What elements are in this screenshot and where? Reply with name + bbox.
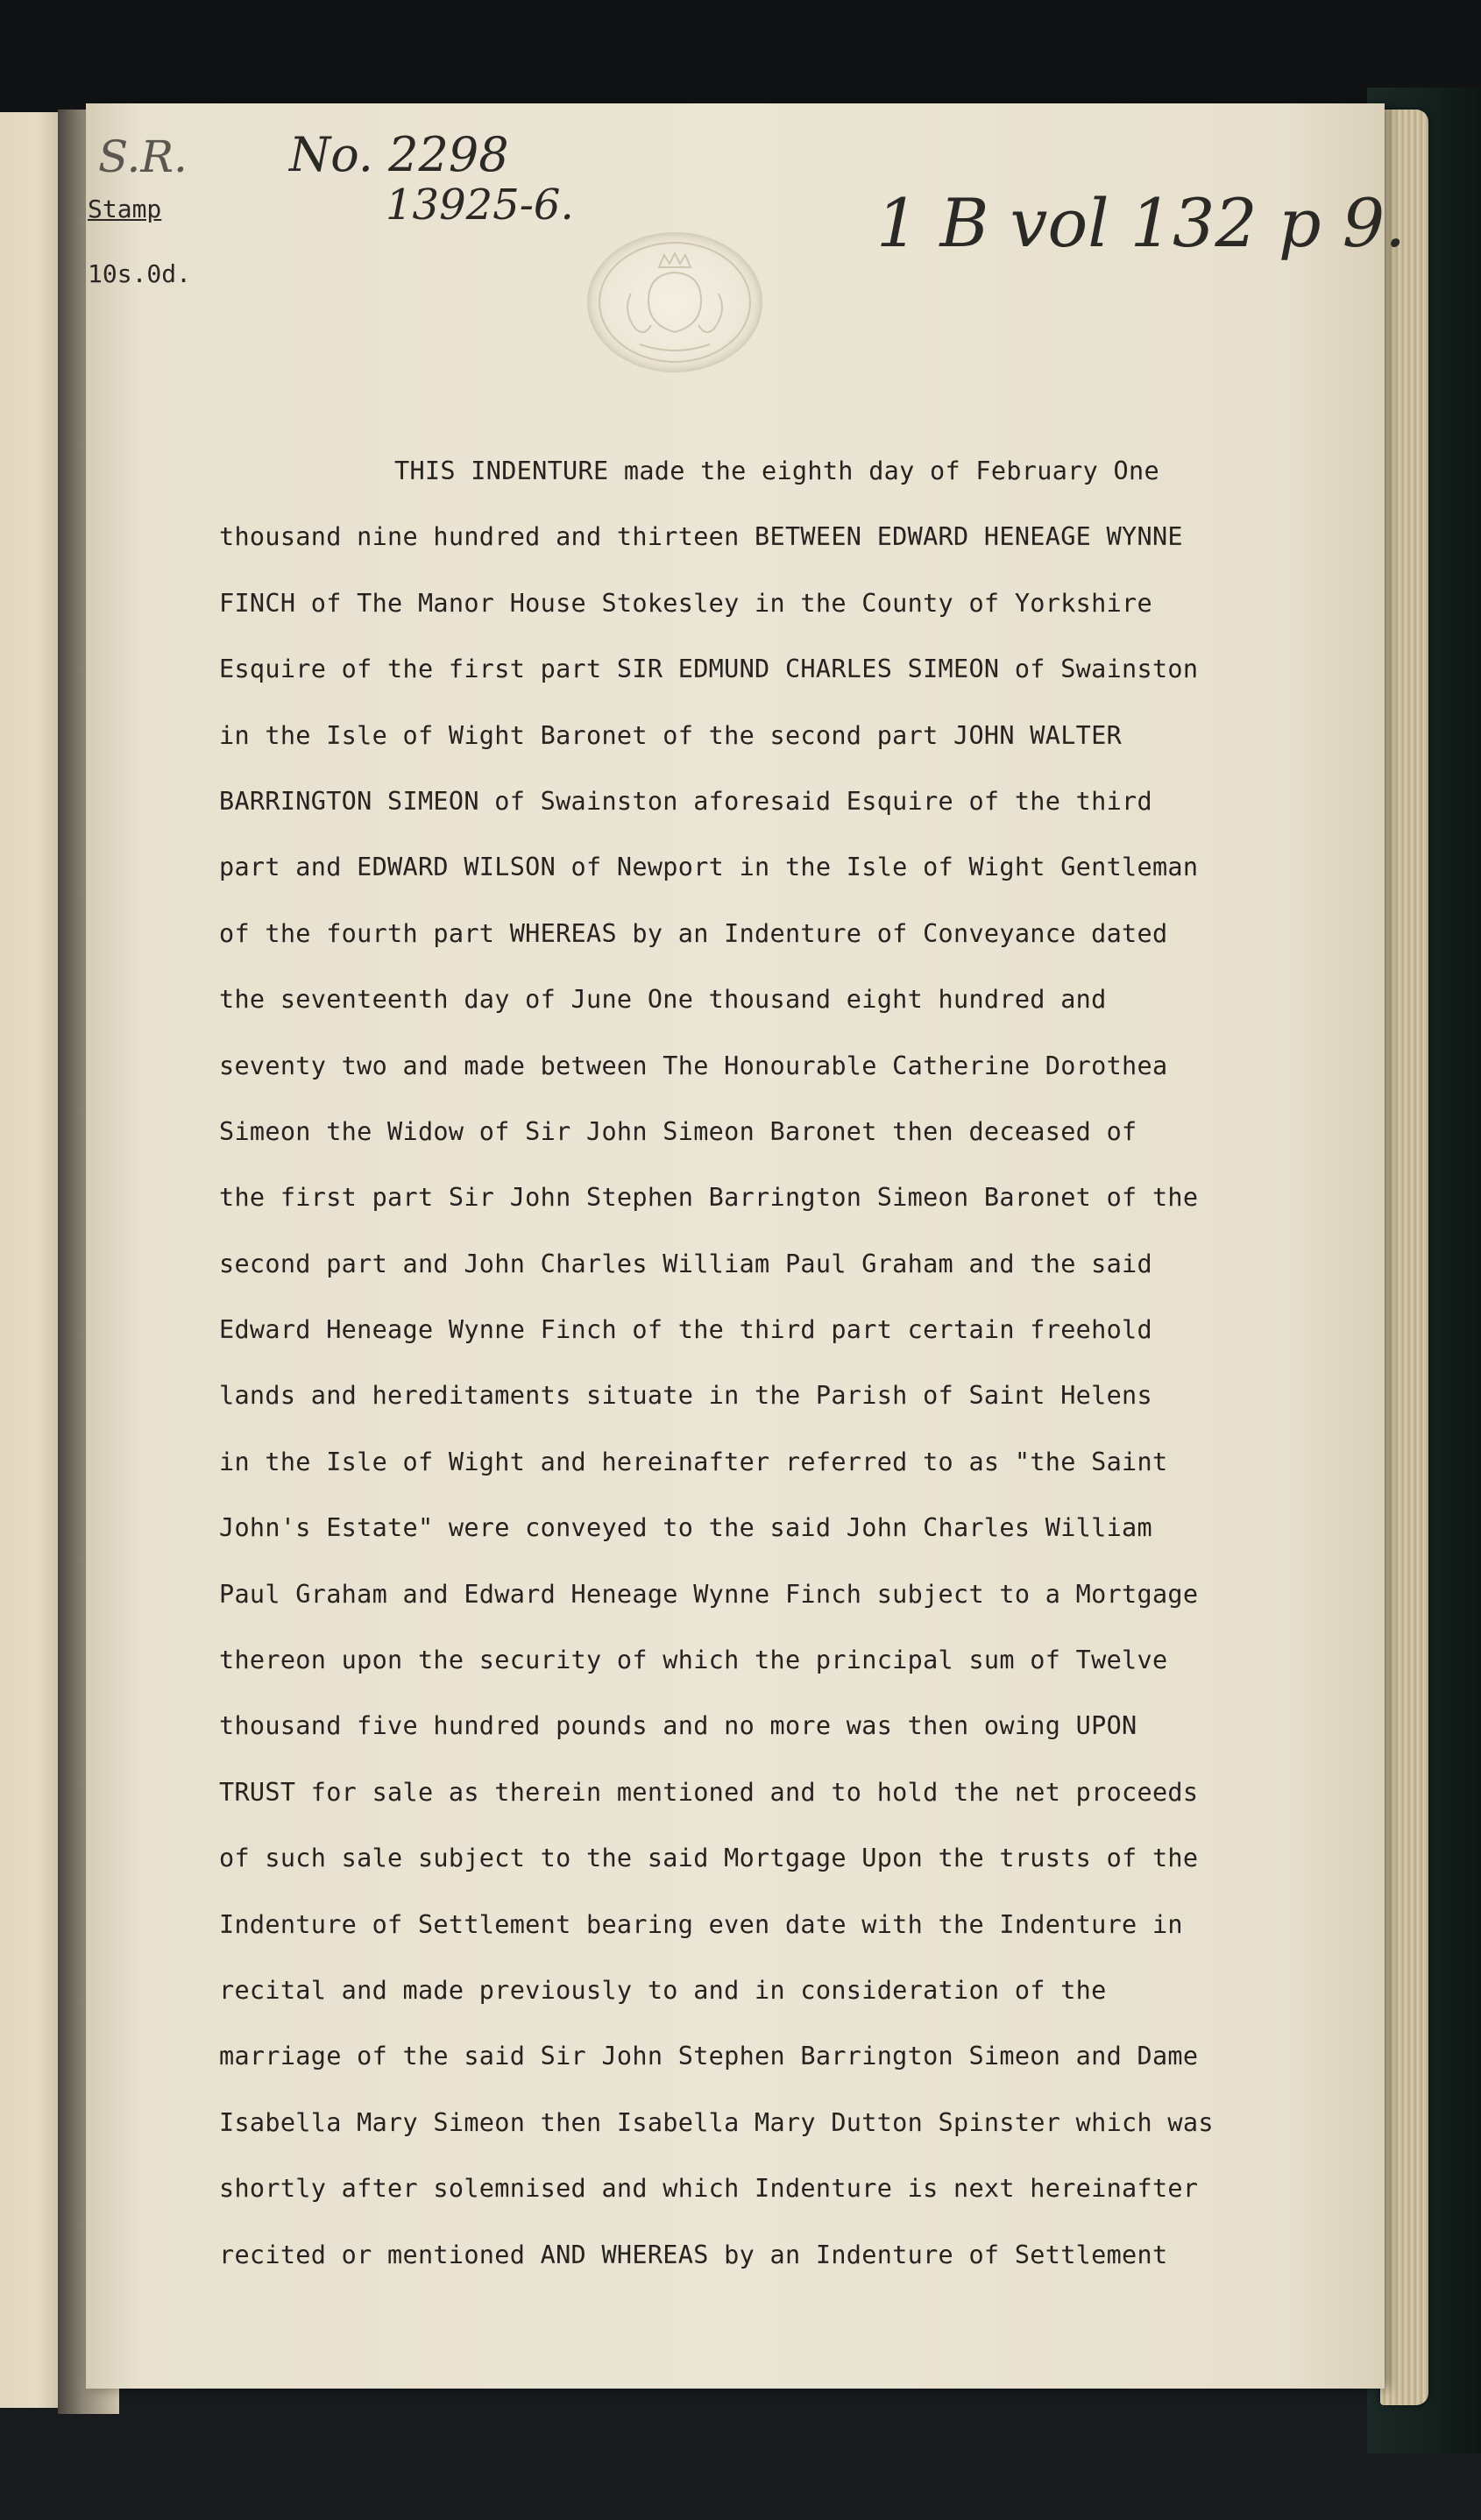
body-line: FINCH of The Manor House Stokesley in the County of Yorkshire: [219, 588, 1152, 618]
body-line: thereon upon the security of which the principal sum of Twelve: [219, 1646, 1168, 1675]
indenture-body: [219, 438, 1376, 2288]
body-line: TRUST for sale as therein mentioned and to hold the net proceeds: [219, 1777, 1199, 1807]
handwritten-initials: S.R.: [98, 131, 188, 182]
body-line: of the fourth part WHEREAS by an Indenture of Conveyance dated: [219, 918, 1168, 948]
body-line: Indenture of Settlement bearing even date with the Indenture in: [219, 1909, 1183, 1939]
page-edges: [1380, 110, 1428, 2405]
body-line: shortly after solemnised and which Indenture is next hereinafter: [219, 2174, 1199, 2204]
body-line: John's Estate" were conveyed to the said John Charles William: [219, 1513, 1152, 1543]
body-line: part and EDWARD WILSON of Newport in the Isle of Wight Gentleman: [219, 853, 1199, 882]
stamp-label: Stamp: [88, 195, 162, 223]
body-line: Esquire of the first part SIR EDMUND CHARLES SIMEON of Swainston: [219, 655, 1199, 684]
body-line: Edward Heneage Wynne Finch of the third part certain freehold: [219, 1315, 1152, 1345]
body-line: second part and John Charles William Paul Graham and the said: [219, 1249, 1152, 1278]
body-line: thousand nine hundred and thirteen BETWEEN EDWARD HENEAGE WYNNE: [219, 522, 1183, 552]
body-line: in the Isle of Wight and hereinafter referred to as "the Saint: [219, 1447, 1168, 1476]
body-line: the first part Sir John Stephen Barrington Simeon Baronet of the: [219, 1183, 1199, 1213]
body-line: Isabella Mary Simeon then Isabella Mary Dutton Spinster which was: [219, 2107, 1214, 2137]
body-line: lands and hereditaments situate in the Parish of Saint Helens: [219, 1381, 1152, 1411]
body-line: thousand five hundred pounds and no more was then owing UPON: [219, 1711, 1137, 1741]
body-line: Paul Graham and Edward Heneage Wynne Finch subject to a Mortgage: [219, 1579, 1199, 1609]
embossed-seal-icon: [587, 232, 762, 372]
body-line: seventy two and made between The Honourable Catherine Dorothea: [219, 1051, 1168, 1080]
body-line: THIS INDENTURE made the eighth day of February One: [394, 457, 1159, 485]
body-line: marriage of the said Sir John Stephen Barrington Simeon and Dame: [219, 2042, 1199, 2071]
body-line: Simeon the Widow of Sir John Simeon Baronet then deceased of: [219, 1116, 1137, 1146]
handwritten-number: No. 2298: [289, 127, 509, 182]
body-line: BARRINGTON SIMEON of Swainston aforesaid Esquire of the third: [219, 786, 1152, 816]
handwritten-volume-ref: 1 B vol 132 p 9.: [876, 184, 1407, 262]
body-line: of such sale subject to the said Mortgage Upon the trusts of the: [219, 1844, 1199, 1873]
handwritten-number-sub: 13925-6.: [386, 181, 574, 230]
body-line: recital and made previously to and in consideration of the: [219, 1975, 1107, 2005]
body-line: in the Isle of Wight Baronet of the second part JOHN WALTER: [219, 720, 1123, 750]
stamp-fee: 10s.0d.: [88, 259, 192, 288]
body-line: the seventeenth day of June One thousand eight hundred and: [219, 985, 1107, 1015]
body-line: recited or mentioned AND WHEREAS by an Indenture of Settlement: [219, 2240, 1168, 2269]
